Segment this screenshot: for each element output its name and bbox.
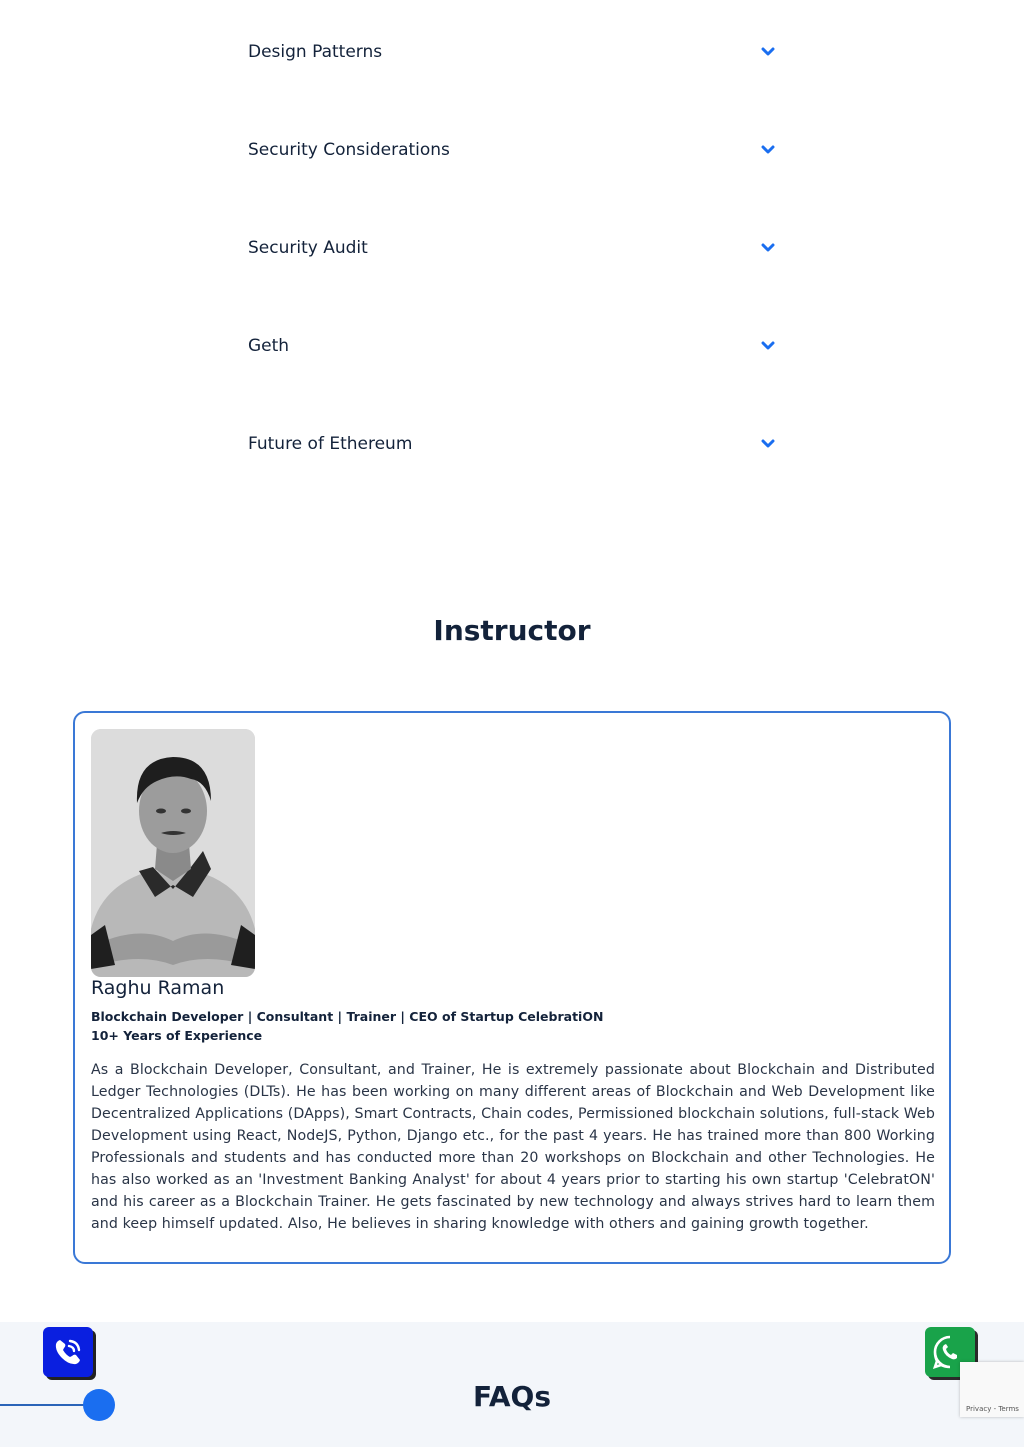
accordion-item-future-of-ethereum[interactable] <box>248 424 776 464</box>
chevron-down-icon[interactable] <box>760 436 776 452</box>
chevron-down-icon[interactable] <box>760 338 776 354</box>
accordion-item-design-patterns[interactable] <box>248 32 776 72</box>
instructor-bio: As a Blockchain Developer, Consultant, and Trainer, He is extremely passionate about Blockchain and Distributed Ledger Technologies (DLTs). He has been working on many different areas of Blockchain and Web Development like Decentralized Applications (DApps), Smart Contracts, Chain codes, Permissioned blockchain solutions, full-stack Web Development using React, NodeJS, Python, Django etc., for the past 4 years. He has trained more than 800 Working Professionals and students and has conducted more than 20 workshops on Blockchain and other Technologies. He has also worked as an 'Investment Banking Analyst' for about 4 years prior to starting his own startup 'CelebratON' and his career as a Blockchain Trainer. He gets fascinated by new technology and always strives hard to learn them and keep himself updated. Also, He believes in sharing knowledge with others and gaining growth together. <box>91 1062 935 1232</box>
accordion-item-geth[interactable] <box>248 326 776 366</box>
phone-icon <box>51 1335 85 1369</box>
accordion-item-label: Geth <box>248 336 290 356</box>
accordion-item-label: Security Audit <box>248 238 368 258</box>
accordion-item-security-considerations[interactable] <box>248 130 776 170</box>
accordion-item-label: Design Patterns <box>248 42 383 62</box>
accordion-item-label: Future of Ethereum <box>248 434 413 454</box>
faq-heading: FAQs <box>472 1380 552 1413</box>
accordion-item-label: Security Considerations <box>248 140 450 160</box>
call-button[interactable] <box>43 1327 93 1377</box>
instructor-role: Blockchain Developer | Consultant | Trainer | CEO of Startup CelebratiON <box>91 1009 604 1024</box>
instructor-name: Raghu Raman <box>91 977 225 999</box>
progress-line <box>0 1404 86 1406</box>
instructor-experience: 10+ Years of Experience <box>91 1028 263 1043</box>
chevron-down-icon[interactable] <box>760 240 776 256</box>
accordion-item-security-audit[interactable] <box>248 228 776 268</box>
chevron-down-icon[interactable] <box>760 142 776 158</box>
instructor-photo <box>91 729 255 977</box>
instructor-heading: Instructor <box>433 614 591 647</box>
instructor-card <box>73 711 951 1264</box>
chevron-down-icon[interactable] <box>760 44 776 60</box>
recaptcha-badge[interactable] <box>960 1362 1024 1417</box>
progress-dot[interactable] <box>83 1389 115 1421</box>
recaptcha-text[interactable]: Privacy - Terms <box>966 1405 1019 1413</box>
